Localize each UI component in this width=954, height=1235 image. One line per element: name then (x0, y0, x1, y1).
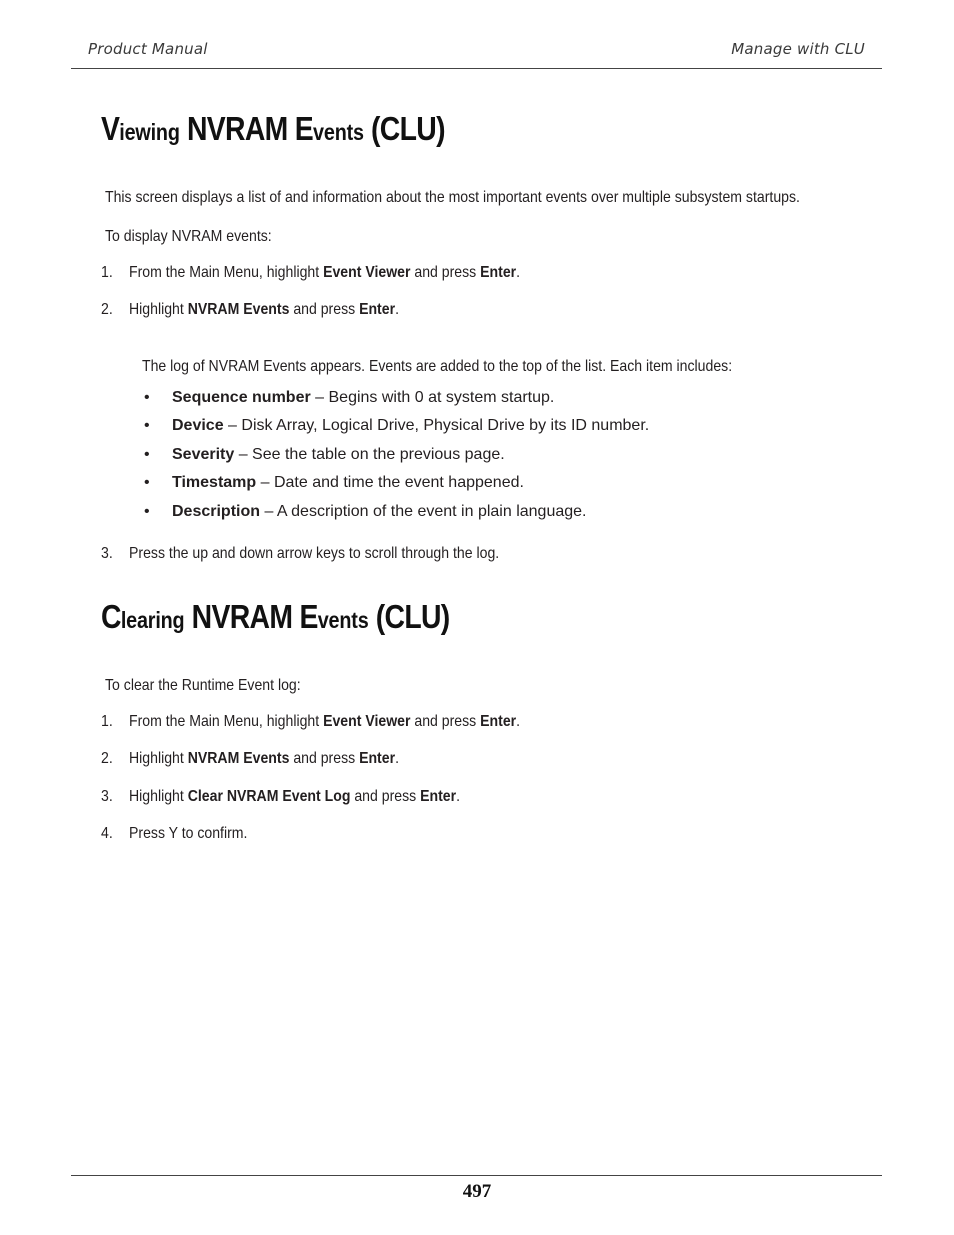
step-text: Press Y to confirm. (129, 825, 248, 842)
section-heading-viewing: Viewing NVRAM Events (CLU) (101, 110, 445, 147)
page-number: 497 (462, 1181, 492, 1202)
step-text: Highlight NVRAM Events and press Enter. (129, 301, 399, 318)
step-text: Highlight Clear NVRAM Event Log and press Enter. (129, 788, 461, 805)
step-number: 2. (101, 750, 113, 767)
bullet-glyph: • (144, 446, 150, 463)
step-number: 3. (101, 545, 113, 562)
bullet-item: Description – A description of the event in plain language. (172, 503, 587, 520)
bullet-item: Device – Disk Array, Logical Drive, Physical Drive by its ID number. (172, 417, 650, 434)
step-text: Press the up and down arrow keys to scroll through the log. (129, 545, 500, 562)
intro-paragraph: This screen displays a list of and information about the most important events over multiple subsystem startups. (105, 189, 800, 206)
step-text: From the Main Menu, highlight Event Viewer and press Enter. (129, 264, 521, 281)
running-header-right: Manage with CLU (731, 40, 865, 58)
lead-paragraph: To clear the Runtime Event log: (105, 677, 301, 694)
bullet-glyph: • (144, 503, 150, 520)
step-text: Highlight NVRAM Events and press Enter. (129, 750, 399, 767)
bullet-item: Severity – See the table on the previous page. (172, 446, 505, 463)
step-number: 1. (101, 713, 113, 730)
header-rule (71, 68, 882, 69)
bullet-item: Timestamp – Date and time the event happened. (172, 474, 524, 491)
bullet-glyph: • (144, 417, 150, 434)
bullet-item: Sequence number – Begins with 0 at system startup. (172, 389, 555, 406)
bullet-glyph: • (144, 474, 150, 491)
step-number: 4. (101, 825, 113, 842)
running-header-left: Product Manual (88, 40, 208, 58)
footer-rule (71, 1175, 882, 1176)
log-note-paragraph: The log of NVRAM Events appears. Events are added to the top of the list. Each item includes: (142, 358, 733, 375)
step-text: From the Main Menu, highlight Event Viewer and press Enter. (129, 713, 521, 730)
step-number: 1. (101, 264, 113, 281)
section-heading-clearing: Clearing NVRAM Events (CLU) (101, 598, 450, 635)
lead-paragraph: To display NVRAM events: (105, 228, 272, 245)
step-number: 2. (101, 301, 113, 318)
step-number: 3. (101, 788, 113, 805)
bullet-glyph: • (144, 389, 150, 406)
